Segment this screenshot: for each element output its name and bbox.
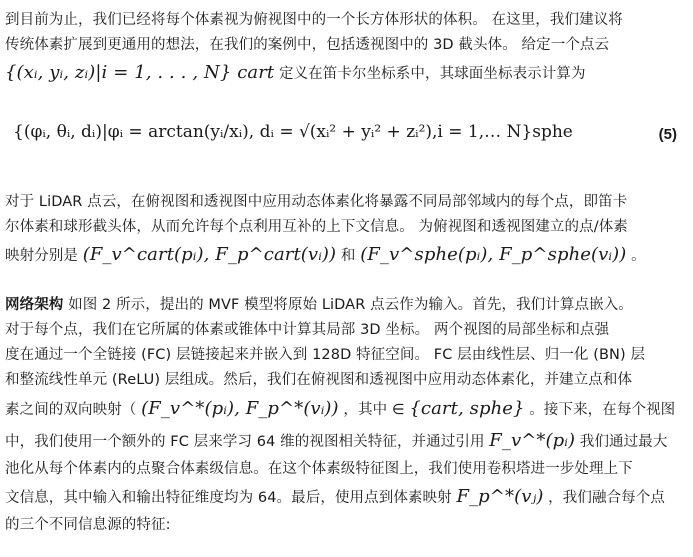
paragraph-dynamic-voxelization (5, 190, 689, 271)
spherical-equation: {(φᵢ, θᵢ, dᵢ)|φᵢ = arctan(yᵢ/xᵢ), dᵢ = √(xᵢ² + yᵢ² + zᵢ²),i = 1,… N}sphe (13, 122, 573, 142)
text-segment: 如图 2 所示，提出的 MVF 模型将原始 LiDAR 点云作为输入。首先，我们计算点嵌入。 (68, 297, 633, 313)
paragraph-network-architecture (5, 293, 689, 538)
cart-mapping-formula: (F_v^cart(pᵢ), F_p^cart(vᵢ)) (82, 244, 337, 265)
text-segment: 和 (340, 248, 356, 264)
text-line: 对于每个点，我们在它所属的体素或锥体中计算其局部 3D 坐标。 两个视图的局部坐标和点强 (5, 322, 610, 338)
section-heading: 网络架构 (5, 297, 64, 313)
equation-5 (5, 118, 689, 158)
equation-number: (5) (658, 126, 677, 143)
point-to-voxel-formula: F_v^*(pᵢ) (489, 430, 576, 451)
text-line: 池化从每个体素内的点聚合体素级信息。在这个体素级特征图上，我们使用卷积塔进一步处理上下 (5, 461, 633, 477)
text-line: 到目前为止，我们已经将每个体素视为俯视图中的一个长方体形状的体积。 在这里，我们建议将 (5, 12, 623, 28)
text-line (5, 58, 689, 89)
text-line (5, 393, 689, 426)
text-line: 度在通过一个全链接 (FC) 层链接起来并嵌入到 128D 特征空间。 FC 层由线性层、归一化 (BN) 层 (5, 347, 646, 363)
generic-mapping-formula: (F_v^*(pᵢ), F_p^*(vᵢ)) (141, 398, 339, 419)
paragraph-voxel-intro (5, 8, 689, 89)
text-line (5, 293, 689, 318)
text-line: 尔体素和球形截头体，从而允许每个点利用互补的上下文信息。 为俯视图和透视图建立的点/体素 (5, 219, 628, 235)
text-segment: 映射分别是 (5, 248, 78, 264)
text-segment: 我们通过最大 (579, 434, 668, 450)
text-line: 的三个不同信息源的特征: (5, 517, 171, 533)
point-cloud-formula: {(xᵢ, yᵢ, zᵢ)|i = 1, . . . , N} cart (5, 62, 275, 83)
text-line: 对于 LiDAR 点云，在俯视图和透视图中应用动态体素化将暴露不同局部邻域内的每个点，即笛卡 (5, 194, 628, 210)
text-segment: ，其中 ∈ (343, 402, 405, 418)
text-segment: 素之间的双向映射（ (5, 402, 137, 418)
voxel-to-point-formula: F_p^*(vⱼ) (456, 486, 544, 507)
text-segment: ，我们融合每个点 (548, 490, 665, 506)
view-set-formula: {cart, sphe} (409, 398, 525, 419)
text-segment: 。接下来，在每个视图 (529, 402, 676, 418)
text-line: 和整流线性单元 (ReLU) 层组成。然后，我们在俯视图和透视图中应用动态体素化，并建立点和体 (5, 372, 633, 388)
text-segment: 定义在笛卡尔坐标系中，其球面坐标表示计算为 (278, 66, 586, 82)
sphe-mapping-formula: (F_v^sphe(pᵢ), F_p^sphe(vᵢ)) (360, 244, 627, 265)
text-segment: 文信息，其中输入和输出特征维度均为 64。最后，使用点到体素映射 (5, 490, 452, 506)
text-line: 传统体素扩展到更通用的想法，在我们的案例中，包括透视图中的 3D 截头体。 给定一个点云 (5, 37, 610, 53)
text-line (5, 426, 689, 457)
text-line (5, 482, 689, 513)
text-line (5, 240, 689, 271)
text-segment: 中，我们使用一个额外的 FC 层来学习 64 维的视图相关特征，并通过引用 (5, 434, 485, 450)
text-segment: 。 (631, 248, 646, 264)
